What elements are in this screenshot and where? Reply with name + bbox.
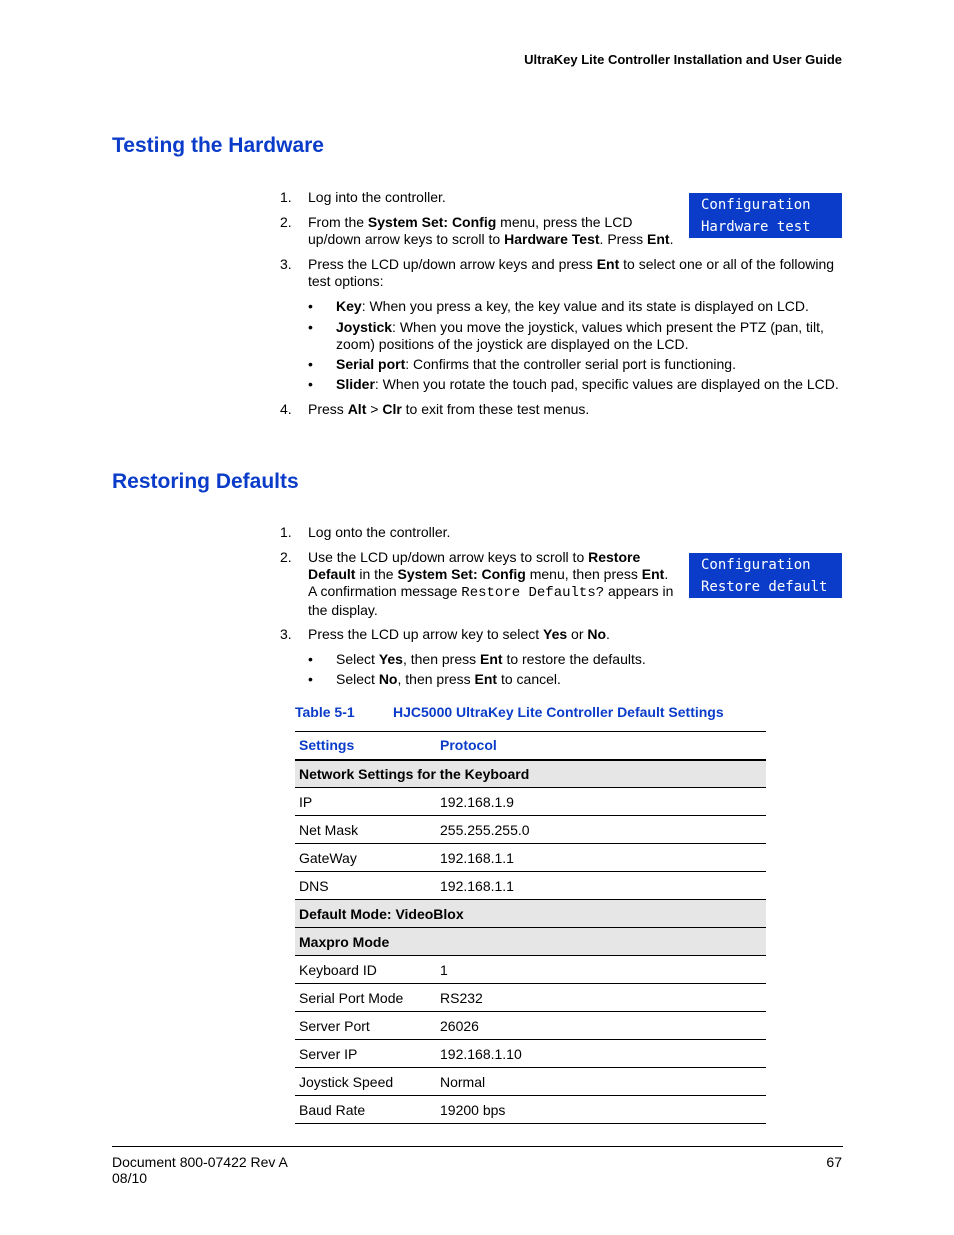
table-caption-number: Table 5-1 [295, 704, 355, 720]
text-run: Press the LCD up arrow key to select [308, 626, 543, 642]
bullet-marker: • [308, 319, 313, 335]
setting-value-cell: Normal [436, 1068, 766, 1096]
table-group-row [295, 900, 766, 928]
footer-document-number: Document 800-07422 Rev A [112, 1154, 288, 1170]
step-number: 2. [280, 214, 292, 230]
setting-name-cell: IP [295, 788, 436, 816]
table-row [295, 1068, 766, 1096]
step-number: 1. [280, 189, 292, 205]
text-run: : When you rotate the touch pad, specific values are displayed on the LCD. [374, 376, 839, 392]
text-run: , then press [402, 651, 480, 667]
table-group-row [295, 928, 766, 956]
setting-value-cell: 255.255.255.0 [436, 816, 766, 844]
section-heading-testing: Testing the Hardware [112, 134, 324, 157]
text-run: up/down arrow keys to scroll to [308, 231, 505, 247]
setting-name-cell: Net Mask [295, 816, 436, 844]
table-row [295, 844, 766, 872]
text-run: . Press [599, 231, 648, 247]
text-run: Serial port [336, 356, 406, 372]
step-text [308, 189, 446, 206]
text-run: System Set: Config [367, 214, 497, 230]
text-run: Ent [596, 256, 620, 272]
bullet-marker: • [308, 298, 313, 314]
step-text [308, 401, 589, 418]
bullet-text [336, 319, 824, 353]
lcd-line: Restore default [701, 579, 828, 595]
text-run: Key [336, 298, 362, 314]
setting-value-cell: 192.168.1.10 [436, 1040, 766, 1068]
text-run: Hardware Test [504, 231, 600, 247]
lcd-line: Configuration [701, 557, 811, 573]
column-header-settings: Settings [295, 732, 436, 760]
text-run: Default [308, 566, 356, 582]
text-run: menu, then press [525, 566, 642, 582]
text-run: . [606, 626, 610, 642]
setting-name-cell: Baud Rate [295, 1096, 436, 1124]
lcd-display-hardware-test [689, 193, 842, 238]
text-run: A confirmation message [308, 583, 462, 599]
table-row [295, 788, 766, 816]
footer-date: 08/10 [112, 1170, 148, 1186]
text-run: . [664, 566, 669, 582]
text-run: System Set: Config [397, 566, 526, 582]
text-run: Clr [382, 401, 402, 417]
text-line [336, 336, 824, 353]
setting-value-cell: RS232 [436, 984, 766, 1012]
bullet-marker: • [308, 376, 313, 392]
text-run: From the [308, 214, 368, 230]
text-line [308, 583, 673, 602]
text-run: No [587, 626, 607, 642]
text-run: Ent [474, 671, 498, 687]
bullet-text [336, 356, 736, 373]
table-row [295, 872, 766, 900]
setting-name-cell: DNS [295, 872, 436, 900]
text-run: to select one or all of the following [619, 256, 835, 272]
text-run: Ent [641, 566, 665, 582]
text-run: to restore the defaults. [502, 651, 646, 667]
step-text [308, 524, 450, 541]
text-run: Ent [480, 651, 503, 667]
setting-name-cell: Serial Port Mode [295, 984, 436, 1012]
text-line [308, 549, 673, 566]
running-header: UltraKey Lite Controller Installation and User Guide [524, 52, 842, 67]
text-line [308, 189, 446, 206]
text-run: to exit from these test menus. [401, 401, 590, 417]
setting-value-cell: 19200 bps [436, 1096, 766, 1124]
step-text [308, 549, 673, 619]
text-line [308, 401, 589, 418]
default-settings-table [295, 731, 766, 1124]
bullet-text [336, 671, 561, 688]
text-line [336, 671, 561, 688]
text-run: . [669, 231, 674, 247]
footer-divider [112, 1146, 843, 1147]
text-run: , then press [397, 671, 475, 687]
section-heading-restoring: Restoring Defaults [112, 470, 299, 493]
text-run: Press [308, 401, 348, 417]
text-run: menu, press the LCD [496, 214, 633, 230]
bullet-text [336, 298, 809, 315]
text-run: Restore [588, 549, 641, 565]
text-run: > [366, 401, 383, 417]
setting-name-cell: Joystick Speed [295, 1068, 436, 1096]
text-run: Select [336, 671, 379, 687]
group-label: Network Settings for the Keyboard [295, 760, 766, 788]
setting-value-cell: 192.168.1.1 [436, 844, 766, 872]
step-number: 4. [280, 401, 292, 417]
table-group-row [295, 760, 766, 788]
setting-value-cell: 1 [436, 956, 766, 984]
text-run: appears in [604, 583, 674, 599]
text-line [308, 273, 834, 290]
text-line [308, 566, 673, 583]
step-text [308, 626, 610, 643]
step-text [308, 256, 834, 290]
text-run: Slider [336, 376, 375, 392]
text-run: Ent [647, 231, 670, 247]
step-text [308, 214, 673, 248]
text-line [308, 231, 673, 248]
text-line [308, 214, 673, 231]
text-run: Yes [543, 626, 568, 642]
group-label: Maxpro Mode [295, 928, 766, 956]
bullet-text [336, 376, 839, 393]
setting-value-cell: 192.168.1.1 [436, 872, 766, 900]
step-number: 2. [280, 549, 292, 565]
table-row [295, 1040, 766, 1068]
text-run: Restore Defaults? [461, 585, 605, 601]
text-run: test options: [308, 273, 384, 289]
setting-name-cell: GateWay [295, 844, 436, 872]
text-line [308, 524, 450, 541]
text-line [336, 319, 824, 336]
text-line [308, 256, 834, 273]
table-caption-title: HJC5000 UltraKey Lite Controller Default Settings [393, 704, 724, 720]
setting-value-cell: 26026 [436, 1012, 766, 1040]
table-row [295, 956, 766, 984]
text-run: Alt [347, 401, 367, 417]
bullet-marker: • [308, 356, 313, 372]
step-number: 3. [280, 256, 292, 272]
table-row [295, 816, 766, 844]
setting-name-cell: Server Port [295, 1012, 436, 1040]
text-run: : When you press a key, the key value and its state is displayed on LCD. [361, 298, 809, 314]
text-run: Press the LCD up/down arrow keys and press [308, 256, 597, 272]
text-run: Use the LCD up/down arrow keys to scroll to [308, 549, 589, 565]
text-line [336, 376, 839, 393]
setting-name-cell: Server IP [295, 1040, 436, 1068]
text-run: or [567, 626, 588, 642]
lcd-line: Hardware test [701, 219, 811, 235]
text-line [308, 626, 610, 643]
text-run: : Confirms that the controller serial port is functioning. [405, 356, 736, 372]
lcd-line: Configuration [701, 197, 811, 213]
text-run: : When you move the joystick, values which present the PTZ (pan, tilt, [392, 319, 824, 335]
setting-value-cell: 192.168.1.9 [436, 788, 766, 816]
column-header-protocol: Protocol [436, 732, 766, 760]
text-line [336, 298, 809, 315]
text-run: the display. [308, 602, 378, 618]
group-label: Default Mode: VideoBlox [295, 900, 766, 928]
text-run: Log onto the controller. [308, 524, 451, 540]
text-run: Joystick [336, 319, 393, 335]
text-run: to cancel. [497, 671, 561, 687]
bullet-text [336, 651, 646, 668]
setting-name-cell: Keyboard ID [295, 956, 436, 984]
text-line [336, 356, 736, 373]
table-row [295, 1012, 766, 1040]
text-run: Log into the controller. [308, 189, 446, 205]
bullet-marker: • [308, 671, 313, 687]
bullet-marker: • [308, 651, 313, 667]
text-run: No [378, 671, 398, 687]
table-row [295, 984, 766, 1012]
text-run: zoom) positions of the joystick are displayed on the LCD. [336, 336, 689, 352]
text-run: Select [336, 651, 379, 667]
lcd-display-restore-default [689, 553, 842, 598]
text-run: in the [355, 566, 398, 582]
text-run: Yes [378, 651, 403, 667]
text-line [336, 651, 646, 668]
page-number: 67 [826, 1154, 842, 1170]
text-line [308, 602, 673, 619]
table-row [295, 1096, 766, 1124]
table-header-row [295, 732, 766, 760]
step-number: 3. [280, 626, 292, 642]
step-number: 1. [280, 524, 292, 540]
